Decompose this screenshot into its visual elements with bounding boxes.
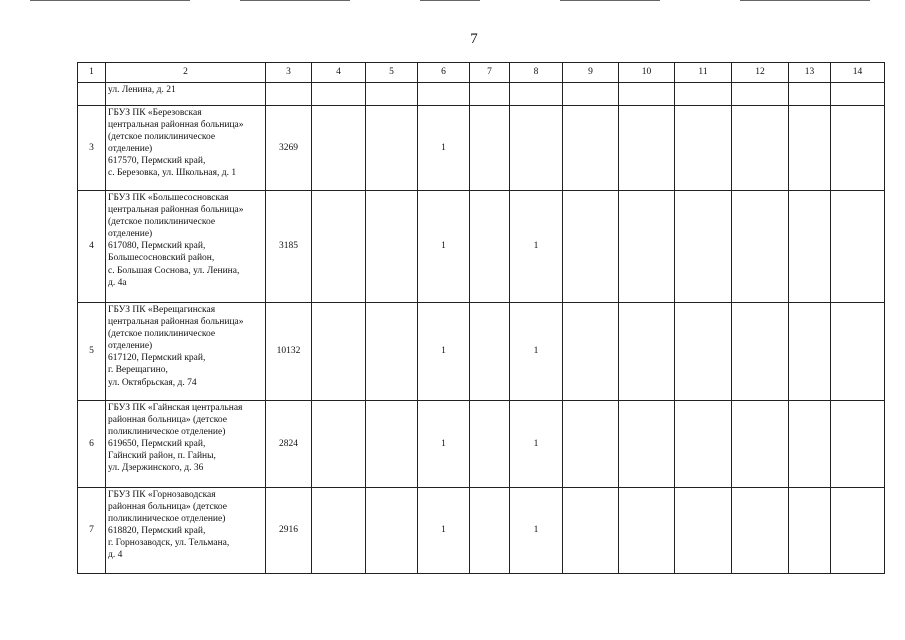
cell-empty [619,488,675,574]
column-number: 12 [732,63,789,83]
cell-col8: 1 [510,303,563,401]
cell-empty [675,401,732,488]
column-number: 3 [266,63,312,83]
cell-empty [366,106,418,191]
cell-empty [732,488,789,574]
cell-empty [789,488,831,574]
column-number: 14 [831,63,885,83]
cell-empty [732,83,789,106]
table-row [78,401,885,488]
cell-empty [789,106,831,191]
cell-empty [619,191,675,303]
cell-empty [470,83,510,106]
cell-col6: 1 [418,488,470,574]
column-number: 13 [789,63,831,83]
cell-empty [563,303,619,401]
cell-empty [789,83,831,106]
cell-col8: 1 [510,191,563,303]
table-row [78,303,885,401]
cell-col6: 1 [418,191,470,303]
column-number: 6 [418,63,470,83]
cell-empty [675,83,732,106]
cell-empty [831,401,885,488]
cell-col8 [510,106,563,191]
table-row [78,83,885,106]
institution-address: ул. Ленина, д. 21 [106,83,266,106]
institution-address: ГБУЗ ПК «Большесосновская центральная районная больница» (детское поликлиническое отделение) 617080, Пермский край, Большесосновский район, с. Большая Соснова, ул. Ленина, д. 4а [106,191,266,303]
table-row [78,191,885,303]
cell-col6 [418,83,470,106]
cell-population: 10132 [266,303,312,401]
cell-empty [675,106,732,191]
cell-col8 [510,83,563,106]
cell-empty [675,488,732,574]
cell-empty [619,106,675,191]
institution-address: ГБУЗ ПК «Гайнская центральная районная больница» (детское поликлиническое отделение) 619650, Пермский край, Гайнский район, п. Гайны, ул. Дзержинского, д. 36 [106,401,266,488]
cell-empty [675,303,732,401]
cell-empty [563,488,619,574]
institution-address: ГБУЗ ПК «Верещагинская центральная районная больница» (детское поликлиническое отделение) 617120, Пермский край, г. Верещагино, ул. Октябрьская, д. 74 [106,303,266,401]
cell-empty [831,488,885,574]
cell-empty [312,83,366,106]
cell-empty [312,401,366,488]
column-number: 7 [470,63,510,83]
cell-empty [366,83,418,106]
cell-population: 3185 [266,191,312,303]
cell-empty [470,303,510,401]
cell-empty [312,303,366,401]
cell-empty [732,401,789,488]
cell-empty [831,191,885,303]
column-number: 8 [510,63,563,83]
scan-edge-line [420,0,480,1]
table-row [78,106,885,191]
cell-empty [675,191,732,303]
cell-empty [312,488,366,574]
scan-edge-line [30,0,190,1]
cell-empty [789,401,831,488]
cell-empty [366,401,418,488]
cell-empty [563,191,619,303]
cell-empty [732,106,789,191]
cell-empty [366,191,418,303]
cell-empty [831,83,885,106]
cell-col8: 1 [510,488,563,574]
cell-empty [831,106,885,191]
cell-population: 2916 [266,488,312,574]
page-number: 7 [470,31,478,47]
cell-empty [366,488,418,574]
table-row [78,488,885,574]
hospital-table [77,62,885,574]
institution-address: ГБУЗ ПК «Горнозаводская районная больница» (детское поликлиническое отделение) 618820, Пермский край, г. Горнозаводск, ул. Тельмана, д. 4 [106,488,266,574]
column-number-row [78,63,885,83]
cell-empty [312,191,366,303]
cell-col8: 1 [510,401,563,488]
column-number: 5 [366,63,418,83]
cell-empty [563,83,619,106]
cell-empty [789,303,831,401]
column-number: 10 [619,63,675,83]
scan-edge-line [560,0,660,1]
cell-empty [619,401,675,488]
column-number: 1 [78,63,106,83]
row-number: 4 [78,191,106,303]
cell-col6: 1 [418,106,470,191]
row-number: 7 [78,488,106,574]
cell-empty [619,303,675,401]
cell-empty [312,106,366,191]
cell-empty [619,83,675,106]
scan-edge-line [240,0,350,1]
column-number: 11 [675,63,732,83]
row-number [78,83,106,106]
column-number: 9 [563,63,619,83]
cell-empty [831,303,885,401]
institution-address: ГБУЗ ПК «Березовская центральная районная больница» (детское поликлиническое отделение) 617570, Пермский край, с. Березовка, ул. Школьная, д. 1 [106,106,266,191]
column-number: 2 [106,63,266,83]
row-number: 5 [78,303,106,401]
cell-empty [470,488,510,574]
cell-population: 2824 [266,401,312,488]
cell-empty [366,303,418,401]
cell-empty [789,191,831,303]
cell-empty [563,106,619,191]
cell-empty [563,401,619,488]
row-number: 6 [78,401,106,488]
cell-empty [470,191,510,303]
row-number: 3 [78,106,106,191]
cell-population: 3269 [266,106,312,191]
cell-empty [732,191,789,303]
cell-col6: 1 [418,303,470,401]
cell-empty [732,303,789,401]
column-number: 4 [312,63,366,83]
scan-edge-line [740,0,870,1]
cell-col6: 1 [418,401,470,488]
cell-empty [470,106,510,191]
cell-population [266,83,312,106]
cell-empty [470,401,510,488]
